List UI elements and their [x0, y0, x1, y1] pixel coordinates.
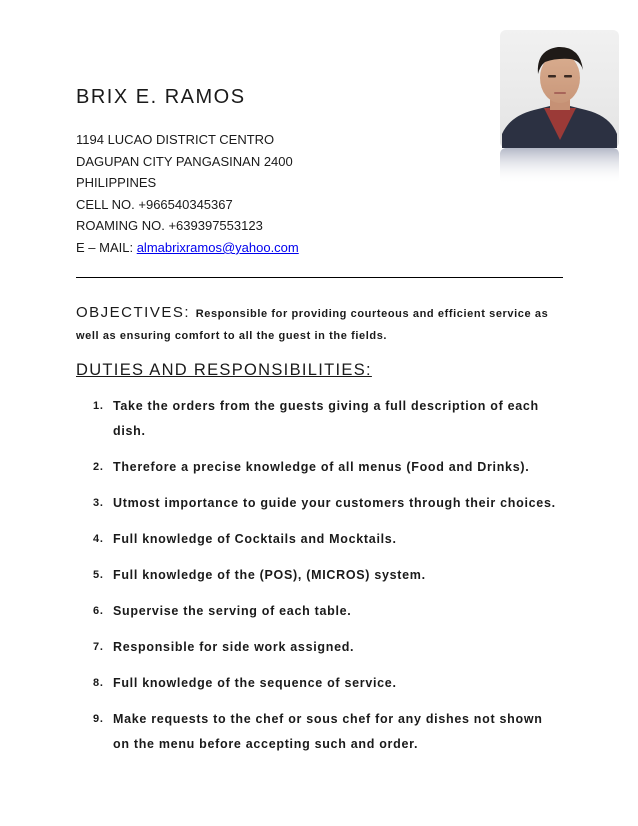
applicant-name: BRIX E. RAMOS [76, 86, 246, 108]
duty-item [0, 455, 558, 480]
duty-number: 1. [93, 400, 104, 412]
email-label: E – MAIL: [76, 239, 137, 255]
duty-text: Full knowledge of Cocktails and Mocktails. [113, 532, 397, 546]
duties-list [0, 394, 638, 768]
duty-number: 2. [93, 461, 104, 473]
duty-number: 3. [93, 497, 104, 509]
duty-item [0, 394, 558, 444]
email-link[interactable]: almabrixramos@yahoo.com [136, 239, 299, 255]
objectives-separator: : [184, 304, 196, 321]
duty-text: Full knowledge of the (POS), (MICROS) system. [113, 568, 426, 582]
duty-item [0, 635, 558, 660]
divider-line [76, 277, 563, 278]
duty-text: Full knowledge of the sequence of service. [113, 676, 397, 690]
roaming-number: ROAMING NO. +639397553123 [76, 218, 263, 234]
country: PHILIPPINES [76, 175, 157, 191]
contact-block [76, 129, 299, 259]
duty-item [0, 491, 558, 516]
duty-text: Therefore a precise knowledge of all menus (Food and Drinks). [113, 460, 530, 474]
duty-text: Utmost importance to guide your customers through their choices. [113, 496, 556, 510]
duties-heading: DUTIES AND RESPONSIBILITIES: [76, 361, 372, 379]
duty-item [0, 563, 558, 588]
objectives-heading: OBJECTIVES [76, 304, 185, 321]
duty-text: Supervise the serving of each table. [113, 604, 352, 618]
duty-number: 7. [93, 641, 104, 653]
address-line-2: DAGUPAN CITY PANGASINAN 2400 [76, 153, 293, 169]
objectives-text: Responsible for providing courteous and efficient service as well as ensuring comfort to all the guest in the fields. [76, 308, 549, 342]
duty-number: 9. [93, 713, 104, 725]
duty-text: Take the orders from the guests giving a full description of each dish. [113, 399, 539, 438]
profile-photo [500, 30, 619, 184]
email-line [76, 237, 299, 259]
duty-item [0, 671, 558, 696]
objectives-section [76, 302, 566, 347]
duty-number: 4. [93, 533, 104, 545]
duty-item [0, 527, 558, 552]
duty-number: 8. [93, 677, 104, 689]
duty-item [0, 707, 558, 757]
duty-text: Responsible for side work assigned. [113, 640, 355, 654]
cell-number: CELL NO. +966540345367 [76, 196, 233, 212]
address-line-1: 1194 LUCAO DISTRICT CENTRO [76, 132, 275, 147]
duty-item [0, 599, 558, 624]
duty-number: 5. [93, 569, 104, 581]
duty-number: 6. [93, 605, 104, 617]
duty-text: Make requests to the chef or sous chef for any dishes not shown on the menu before accepting such and order. [113, 712, 543, 751]
